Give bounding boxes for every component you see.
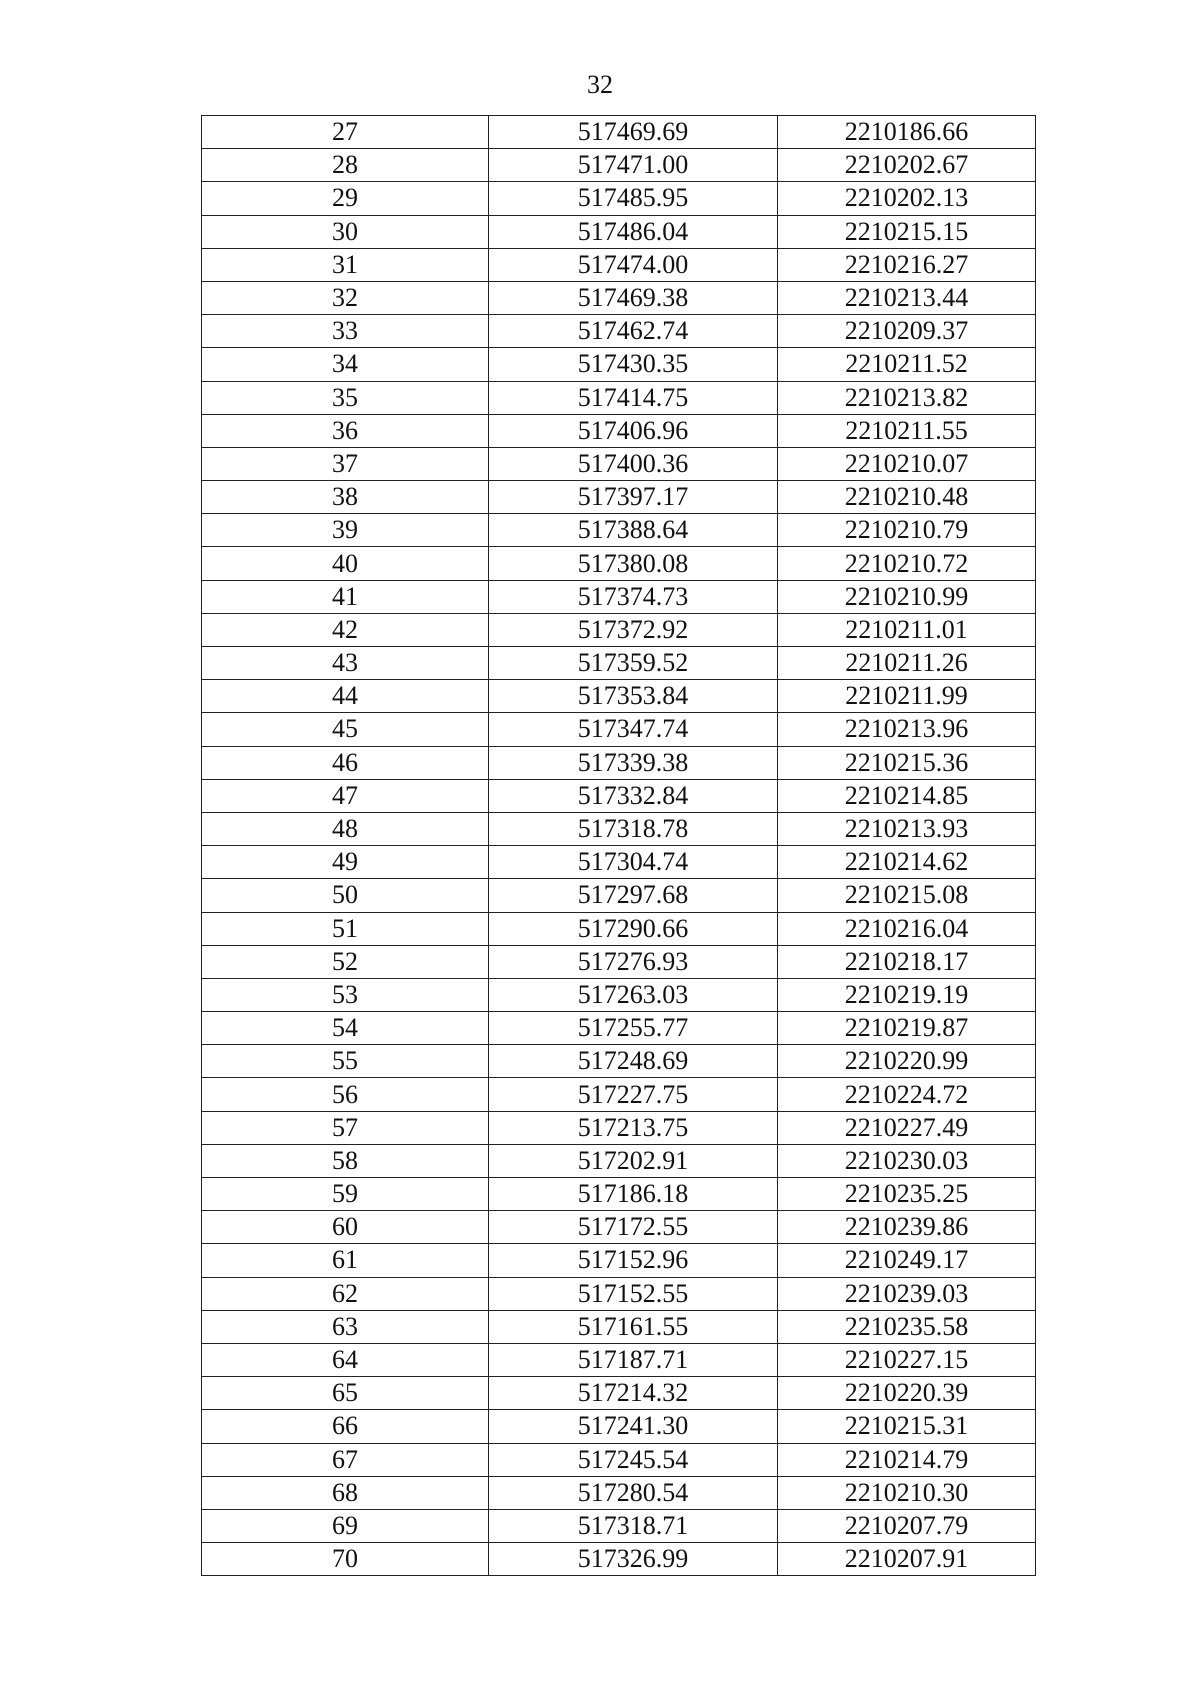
- point-number-cell: 61: [202, 1244, 489, 1277]
- x-coordinate-cell: 517353.84: [489, 680, 778, 713]
- table-row: [202, 1178, 1036, 1211]
- point-number-cell: 37: [202, 447, 489, 480]
- x-coordinate-cell: 517406.96: [489, 414, 778, 447]
- point-number-cell: 58: [202, 1144, 489, 1177]
- y-coordinate-cell: 2210235.58: [778, 1310, 1036, 1343]
- y-coordinate-cell: 2210210.99: [778, 580, 1036, 613]
- x-coordinate-cell: 517152.55: [489, 1277, 778, 1310]
- x-coordinate-cell: 517214.32: [489, 1377, 778, 1410]
- table-row: [202, 1343, 1036, 1376]
- table-row: [202, 1277, 1036, 1310]
- x-coordinate-cell: 517297.68: [489, 879, 778, 912]
- x-coordinate-cell: 517400.36: [489, 447, 778, 480]
- x-coordinate-cell: 517187.71: [489, 1343, 778, 1376]
- y-coordinate-cell: 2210215.08: [778, 879, 1036, 912]
- point-number-cell: 59: [202, 1178, 489, 1211]
- point-number-cell: 54: [202, 1012, 489, 1045]
- table-row: [202, 315, 1036, 348]
- table-row: [202, 1211, 1036, 1244]
- point-number-cell: 68: [202, 1476, 489, 1509]
- point-number-cell: 67: [202, 1443, 489, 1476]
- table-row: [202, 1244, 1036, 1277]
- table-row: [202, 846, 1036, 879]
- y-coordinate-cell: 2210219.19: [778, 978, 1036, 1011]
- y-coordinate-cell: 2210210.30: [778, 1476, 1036, 1509]
- x-coordinate-cell: 517430.35: [489, 348, 778, 381]
- table-row: [202, 1310, 1036, 1343]
- table-row: [202, 414, 1036, 447]
- table-row: [202, 879, 1036, 912]
- table-row: [202, 1045, 1036, 1078]
- table-row: [202, 1144, 1036, 1177]
- point-number-cell: 45: [202, 713, 489, 746]
- y-coordinate-cell: 2210214.62: [778, 846, 1036, 879]
- x-coordinate-cell: 517474.00: [489, 248, 778, 281]
- table-row: [202, 1443, 1036, 1476]
- y-coordinate-cell: 2210214.85: [778, 779, 1036, 812]
- point-number-cell: 66: [202, 1410, 489, 1443]
- x-coordinate-cell: 517318.78: [489, 812, 778, 845]
- point-number-cell: 53: [202, 978, 489, 1011]
- coordinates-table-body: [202, 116, 1036, 1576]
- table-row: [202, 1111, 1036, 1144]
- table-row: [202, 447, 1036, 480]
- point-number-cell: 62: [202, 1277, 489, 1310]
- y-coordinate-cell: 2210235.25: [778, 1178, 1036, 1211]
- x-coordinate-cell: 517380.08: [489, 547, 778, 580]
- point-number-cell: 36: [202, 414, 489, 447]
- y-coordinate-cell: 2210211.26: [778, 647, 1036, 680]
- table-row: [202, 680, 1036, 713]
- x-coordinate-cell: 517248.69: [489, 1045, 778, 1078]
- point-number-cell: 31: [202, 248, 489, 281]
- x-coordinate-cell: 517318.71: [489, 1509, 778, 1542]
- x-coordinate-cell: 517485.95: [489, 182, 778, 215]
- point-number-cell: 35: [202, 381, 489, 414]
- table-row: [202, 1509, 1036, 1542]
- x-coordinate-cell: 517213.75: [489, 1111, 778, 1144]
- x-coordinate-cell: 517347.74: [489, 713, 778, 746]
- point-number-cell: 43: [202, 647, 489, 680]
- y-coordinate-cell: 2210211.99: [778, 680, 1036, 713]
- y-coordinate-cell: 2210214.79: [778, 1443, 1036, 1476]
- y-coordinate-cell: 2210213.96: [778, 713, 1036, 746]
- point-number-cell: 40: [202, 547, 489, 580]
- table-row: [202, 1476, 1036, 1509]
- y-coordinate-cell: 2210224.72: [778, 1078, 1036, 1111]
- table-row: [202, 647, 1036, 680]
- y-coordinate-cell: 2210202.67: [778, 149, 1036, 182]
- table-row: [202, 348, 1036, 381]
- table-row: [202, 1078, 1036, 1111]
- point-number-cell: 29: [202, 182, 489, 215]
- point-number-cell: 32: [202, 281, 489, 314]
- table-row: [202, 1410, 1036, 1443]
- y-coordinate-cell: 2210230.03: [778, 1144, 1036, 1177]
- table-row: [202, 547, 1036, 580]
- page-number: 32: [587, 70, 613, 99]
- point-number-cell: 50: [202, 879, 489, 912]
- point-number-cell: 52: [202, 945, 489, 978]
- point-number-cell: 41: [202, 580, 489, 613]
- y-coordinate-cell: 2210216.27: [778, 248, 1036, 281]
- y-coordinate-cell: 2210213.44: [778, 281, 1036, 314]
- y-coordinate-cell: 2210211.55: [778, 414, 1036, 447]
- point-number-cell: 30: [202, 215, 489, 248]
- point-number-cell: 44: [202, 680, 489, 713]
- y-coordinate-cell: 2210211.01: [778, 613, 1036, 646]
- y-coordinate-cell: 2210210.07: [778, 447, 1036, 480]
- y-coordinate-cell: 2210227.15: [778, 1343, 1036, 1376]
- point-number-cell: 69: [202, 1509, 489, 1542]
- table-row: [202, 481, 1036, 514]
- y-coordinate-cell: 2210239.03: [778, 1277, 1036, 1310]
- y-coordinate-cell: 2210207.91: [778, 1543, 1036, 1576]
- table-row: [202, 912, 1036, 945]
- x-coordinate-cell: 517255.77: [489, 1012, 778, 1045]
- point-number-cell: 49: [202, 846, 489, 879]
- table-row: [202, 1543, 1036, 1576]
- table-row: [202, 713, 1036, 746]
- table-row: [202, 182, 1036, 215]
- x-coordinate-cell: 517161.55: [489, 1310, 778, 1343]
- table-row: [202, 978, 1036, 1011]
- y-coordinate-cell: 2210215.31: [778, 1410, 1036, 1443]
- y-coordinate-cell: 2210218.17: [778, 945, 1036, 978]
- x-coordinate-cell: 517276.93: [489, 945, 778, 978]
- point-number-cell: 42: [202, 613, 489, 646]
- x-coordinate-cell: 517326.99: [489, 1543, 778, 1576]
- table-row: [202, 746, 1036, 779]
- y-coordinate-cell: 2210202.13: [778, 182, 1036, 215]
- y-coordinate-cell: 2210220.99: [778, 1045, 1036, 1078]
- x-coordinate-cell: 517339.38: [489, 746, 778, 779]
- y-coordinate-cell: 2210210.48: [778, 481, 1036, 514]
- y-coordinate-cell: 2210210.72: [778, 547, 1036, 580]
- y-coordinate-cell: 2210215.15: [778, 215, 1036, 248]
- x-coordinate-cell: 517152.96: [489, 1244, 778, 1277]
- x-coordinate-cell: 517471.00: [489, 149, 778, 182]
- point-number-cell: 65: [202, 1377, 489, 1410]
- point-number-cell: 55: [202, 1045, 489, 1078]
- point-number-cell: 57: [202, 1111, 489, 1144]
- y-coordinate-cell: 2210213.82: [778, 381, 1036, 414]
- point-number-cell: 56: [202, 1078, 489, 1111]
- table-row: [202, 514, 1036, 547]
- point-number-cell: 70: [202, 1543, 489, 1576]
- table-row: [202, 613, 1036, 646]
- y-coordinate-cell: 2210186.66: [778, 116, 1036, 149]
- point-number-cell: 48: [202, 812, 489, 845]
- x-coordinate-cell: 517462.74: [489, 315, 778, 348]
- point-number-cell: 63: [202, 1310, 489, 1343]
- y-coordinate-cell: 2210211.52: [778, 348, 1036, 381]
- y-coordinate-cell: 2210239.86: [778, 1211, 1036, 1244]
- y-coordinate-cell: 2210220.39: [778, 1377, 1036, 1410]
- y-coordinate-cell: 2210227.49: [778, 1111, 1036, 1144]
- x-coordinate-cell: 517263.03: [489, 978, 778, 1011]
- y-coordinate-cell: 2210210.79: [778, 514, 1036, 547]
- y-coordinate-cell: 2210219.87: [778, 1012, 1036, 1045]
- x-coordinate-cell: 517280.54: [489, 1476, 778, 1509]
- y-coordinate-cell: 2210249.17: [778, 1244, 1036, 1277]
- point-number-cell: 38: [202, 481, 489, 514]
- y-coordinate-cell: 2210216.04: [778, 912, 1036, 945]
- point-number-cell: 28: [202, 149, 489, 182]
- x-coordinate-cell: 517241.30: [489, 1410, 778, 1443]
- x-coordinate-cell: 517486.04: [489, 215, 778, 248]
- table-row: [202, 215, 1036, 248]
- point-number-cell: 34: [202, 348, 489, 381]
- x-coordinate-cell: 517202.91: [489, 1144, 778, 1177]
- table-row: [202, 116, 1036, 149]
- x-coordinate-cell: 517227.75: [489, 1078, 778, 1111]
- table-row: [202, 779, 1036, 812]
- table-row: [202, 580, 1036, 613]
- table-row: [202, 812, 1036, 845]
- point-number-cell: 39: [202, 514, 489, 547]
- table-row: [202, 1377, 1036, 1410]
- point-number-cell: 47: [202, 779, 489, 812]
- point-number-cell: 27: [202, 116, 489, 149]
- point-number-cell: 60: [202, 1211, 489, 1244]
- y-coordinate-cell: 2210209.37: [778, 315, 1036, 348]
- table-row: [202, 281, 1036, 314]
- coordinates-table: [201, 115, 1036, 1576]
- x-coordinate-cell: 517374.73: [489, 580, 778, 613]
- table-row: [202, 248, 1036, 281]
- x-coordinate-cell: 517332.84: [489, 779, 778, 812]
- table-row: [202, 149, 1036, 182]
- y-coordinate-cell: 2210207.79: [778, 1509, 1036, 1542]
- y-coordinate-cell: 2210215.36: [778, 746, 1036, 779]
- point-number-cell: 33: [202, 315, 489, 348]
- point-number-cell: 46: [202, 746, 489, 779]
- x-coordinate-cell: 517397.17: [489, 481, 778, 514]
- x-coordinate-cell: 517372.92: [489, 613, 778, 646]
- table-row: [202, 381, 1036, 414]
- table-row: [202, 1012, 1036, 1045]
- y-coordinate-cell: 2210213.93: [778, 812, 1036, 845]
- x-coordinate-cell: 517304.74: [489, 846, 778, 879]
- point-number-cell: 51: [202, 912, 489, 945]
- x-coordinate-cell: 517172.55: [489, 1211, 778, 1244]
- x-coordinate-cell: 517290.66: [489, 912, 778, 945]
- x-coordinate-cell: 517469.69: [489, 116, 778, 149]
- x-coordinate-cell: 517388.64: [489, 514, 778, 547]
- point-number-cell: 64: [202, 1343, 489, 1376]
- x-coordinate-cell: 517414.75: [489, 381, 778, 414]
- table-row: [202, 945, 1036, 978]
- x-coordinate-cell: 517186.18: [489, 1178, 778, 1211]
- x-coordinate-cell: 517245.54: [489, 1443, 778, 1476]
- x-coordinate-cell: 517359.52: [489, 647, 778, 680]
- x-coordinate-cell: 517469.38: [489, 281, 778, 314]
